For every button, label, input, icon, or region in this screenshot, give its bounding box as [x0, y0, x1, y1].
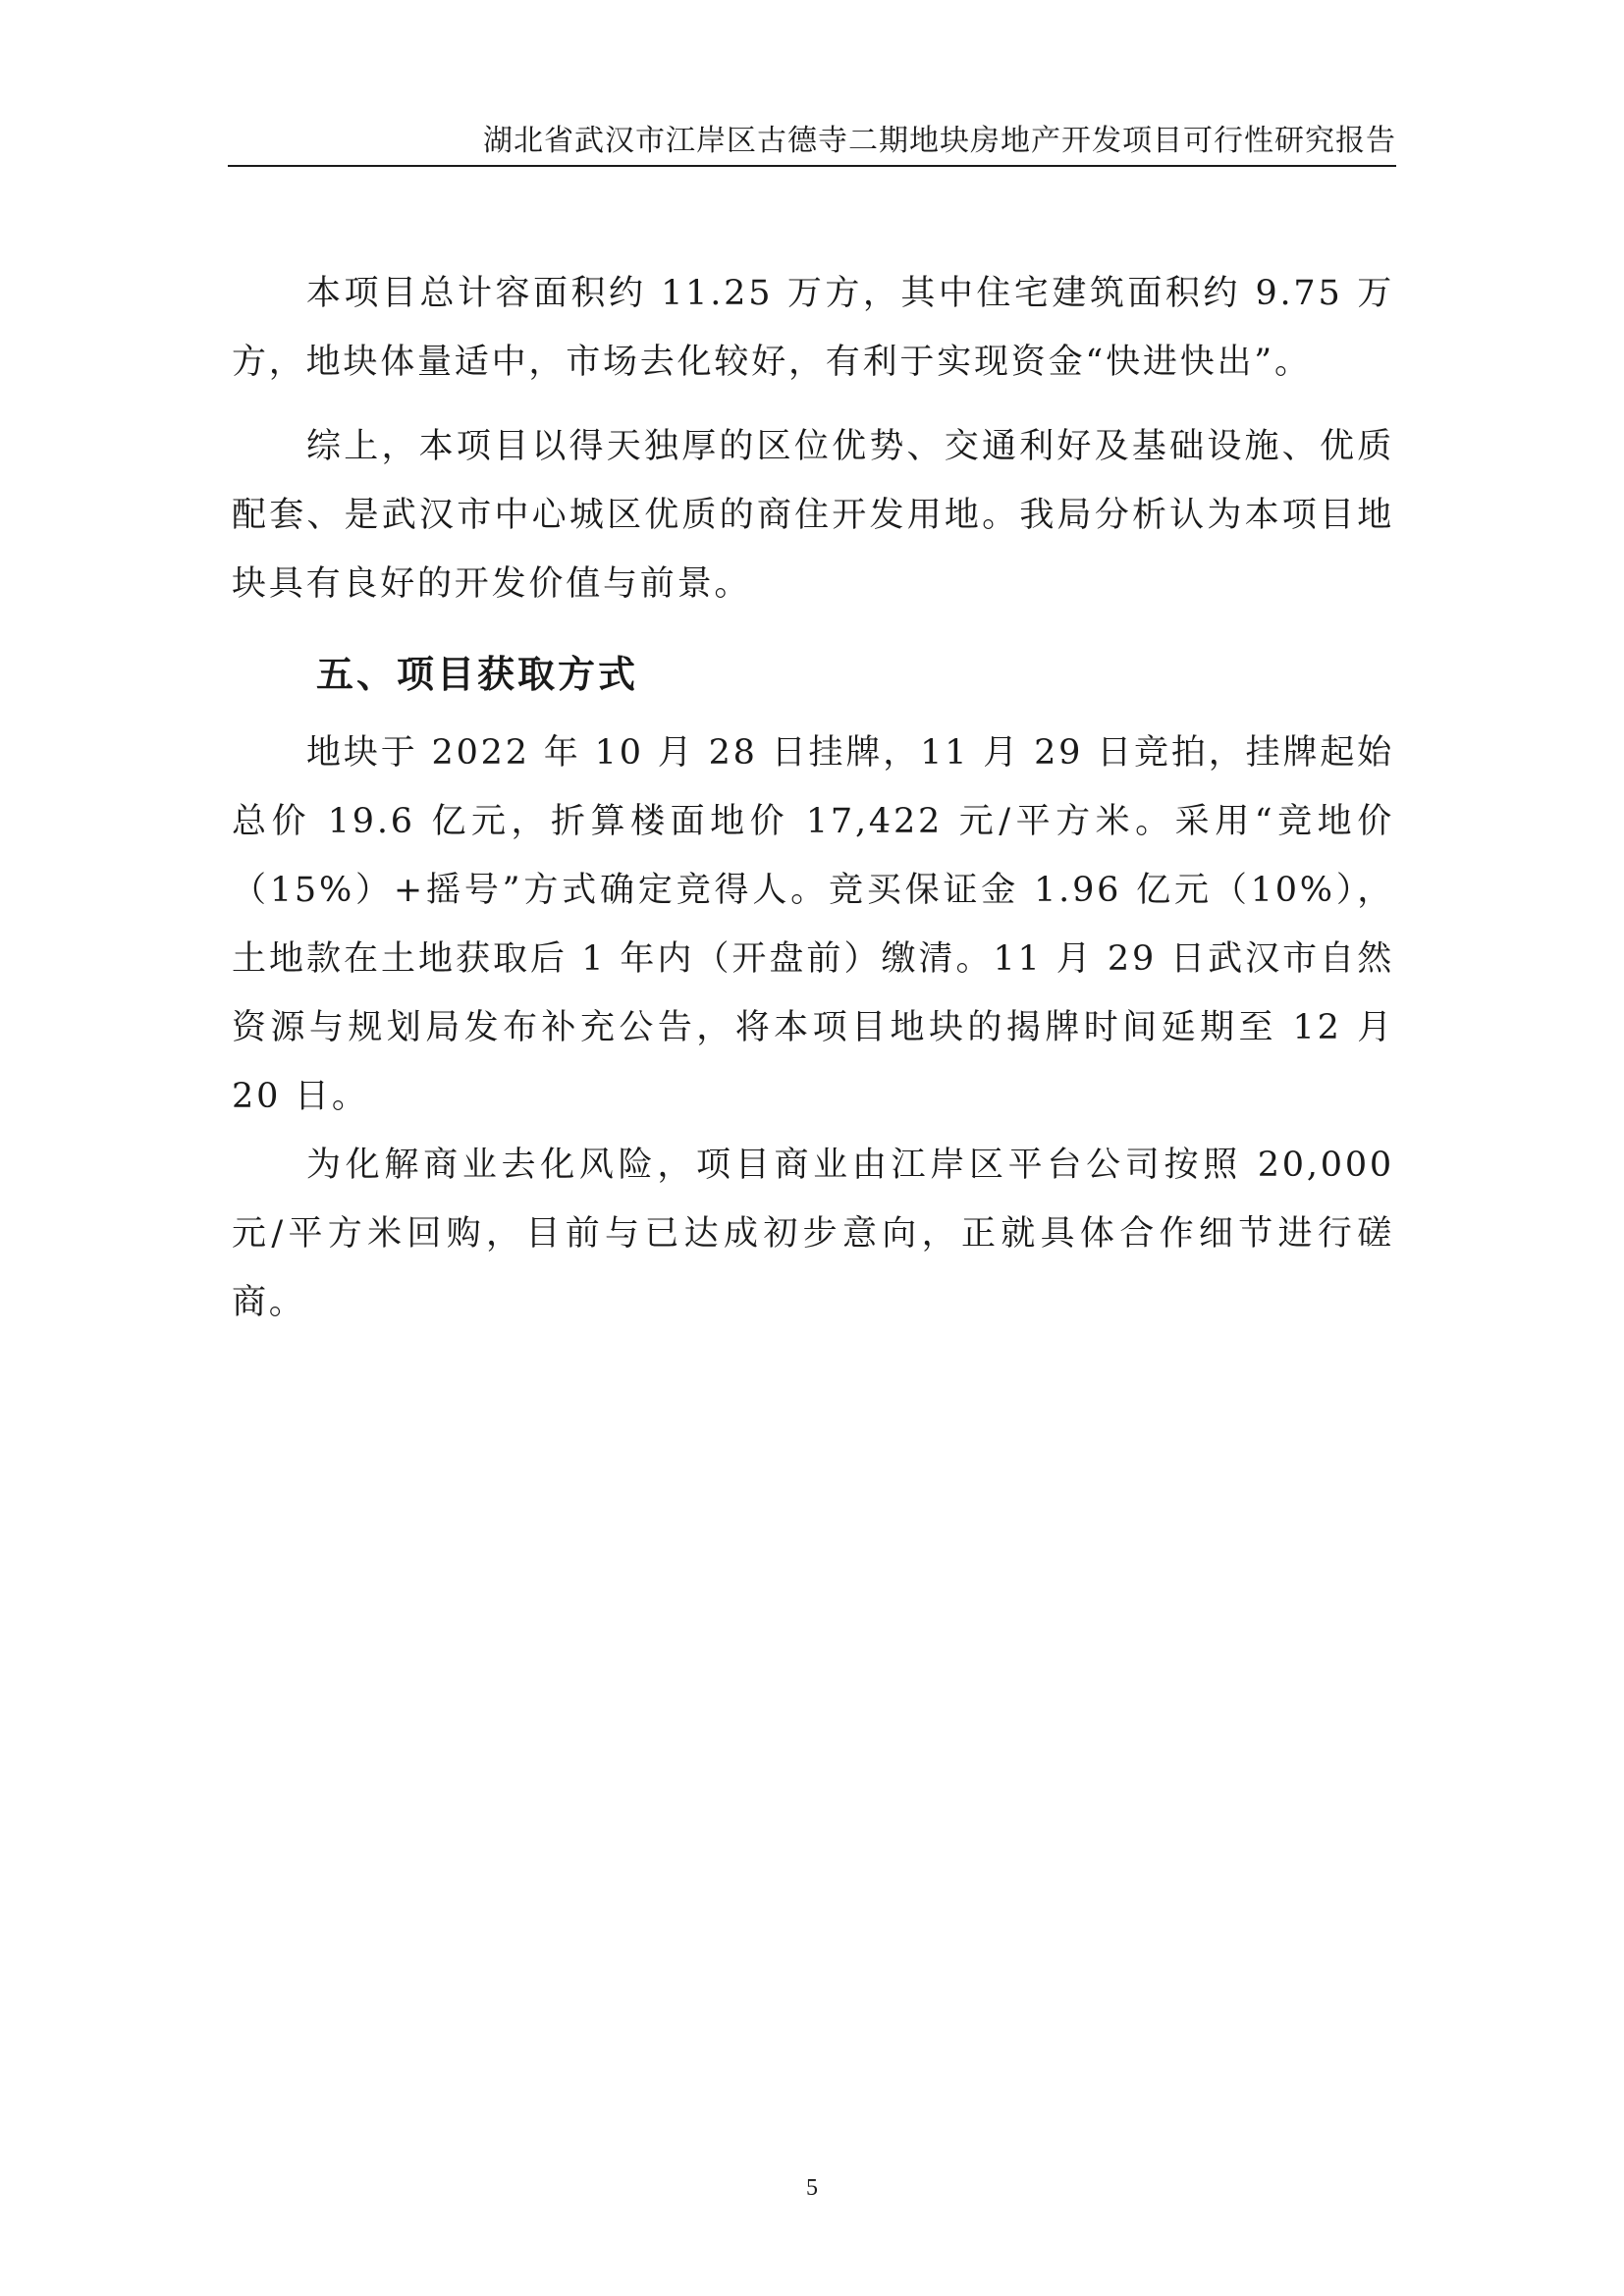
paragraph-summary: 综上，本项目以得天独厚的区位优势、交通利好及基础设施、优质配套、是武汉市中心城区优质的商住开发用地。我局分析认为本项目地块具有良好的开发价值与前景。 — [232, 427, 1394, 604]
section-heading: 五、项目获取方式 — [316, 653, 639, 696]
page-header — [228, 110, 1396, 167]
page-number: 5 — [806, 2175, 818, 2201]
header-title: 湖北省武汉市江岸区古德寺二期地块房地产开发项目可行性研究报告 — [483, 124, 1396, 158]
paragraph-commercial-buyback: 为化解商业去化风险，项目商业由江岸区平台公司按照 20,000 元/平方米回购，目前与已达成初步意向，正就具体合作细节进行磋商。 — [232, 1146, 1394, 1322]
paragraph-acquisition: 地块于 2022 年 10 月 28 日挂牌，11 月 29 日竞拍，挂牌起始总价 19.6 亿元，折算楼面地价 17,422 元/平方米。采用“竞地价（15%）+摇号”方式确定竞得人。竞买保证金 1.96 亿元（10%），土地款在土地获取后 1 年内（开盘前）缴清。11 月 29 日武汉市自然资源与规划局发布补充公告，将本项目地块的揭牌时间延期至 12 月 20 日。 — [232, 733, 1394, 1116]
paragraph-floor-area: 本项目总计容面积约 11.25 万方，其中住宅建筑面积约 9.75 万方，地块体量适中，市场去化较好，有利于实现资金“快进快出”。 — [232, 274, 1394, 382]
